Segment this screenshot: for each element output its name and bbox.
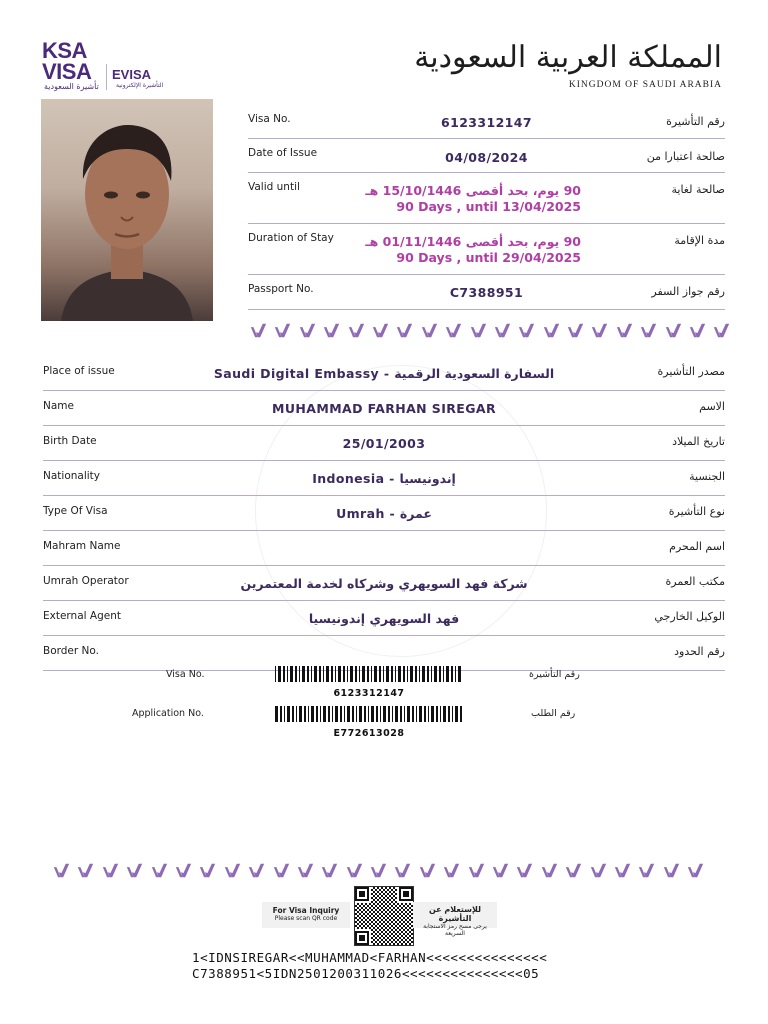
barcode-bar: [455, 666, 456, 682]
barcode-bar: [295, 666, 297, 682]
barcode-bar: [311, 666, 312, 682]
barcode-bar: [307, 666, 309, 682]
checkmark-icon: [516, 862, 533, 879]
checkmark-icon: [274, 322, 291, 339]
barcode-bar: [278, 666, 281, 682]
barcode-bar: [404, 706, 405, 722]
barcode-bar: [359, 706, 362, 722]
barcode-bar: [455, 706, 458, 722]
barcode-bar: [383, 706, 386, 722]
label-ar: رقم الحدود: [674, 645, 725, 658]
checkmark-icon: [663, 862, 680, 879]
barcode-bar: [460, 706, 462, 722]
label-en: Nationality: [43, 470, 101, 482]
checkmark-icon: [713, 322, 730, 339]
field-value: MUHAMMAD FARHAN SIREGAR: [272, 401, 496, 416]
barcode-bar: [391, 666, 393, 682]
label-ar: الجنسية: [689, 470, 725, 483]
visa-barcode: [275, 666, 463, 682]
barcode-bar: [352, 706, 354, 722]
barcode-bar: [343, 666, 345, 682]
field-value: 25/01/2003: [342, 436, 426, 451]
barcode-visa-label-en: Visa No.: [166, 669, 205, 680]
checkmark-icon: [102, 862, 119, 879]
checkmark-icon: [250, 322, 267, 339]
label-en: Duration of Stay: [248, 232, 334, 244]
barcode-bar: [407, 706, 410, 722]
label-en: Visa No.: [248, 113, 291, 125]
barcode-bar: [275, 706, 278, 722]
checkmark-icon: [443, 862, 460, 879]
checkmark-icon: [299, 322, 316, 339]
field-row: [43, 426, 725, 461]
label-en: Place of issue: [43, 365, 115, 377]
qr-code[interactable]: [354, 886, 414, 946]
barcode-bar: [458, 666, 461, 682]
barcode-bar: [395, 706, 398, 722]
barcode-bar: [364, 706, 366, 722]
checkmark-icon: [518, 322, 535, 339]
barcode-visa-label-ar: رقم التأشيرة: [529, 669, 580, 680]
checkmark-icon: [445, 322, 462, 339]
field-row: [43, 531, 725, 566]
barcode-bar: [446, 666, 449, 682]
barcode-bar: [344, 706, 345, 722]
barcode-bar: [443, 706, 446, 722]
barcode-app-number: E772613028: [333, 728, 405, 739]
barcode-bar: [290, 666, 293, 682]
label-en: Border No.: [43, 645, 99, 657]
checkmark-icon: [492, 862, 509, 879]
bottom-fields: [43, 356, 725, 671]
checkmark-icon: [419, 862, 436, 879]
barcode-bar: [439, 666, 441, 682]
checkmark-icon: [567, 322, 584, 339]
label-ar: الاسم: [699, 400, 725, 413]
field-duration-of-stay: [248, 224, 725, 275]
checkmark-icon: [53, 862, 70, 879]
inquiry-sub-ar: يرجى مسح رمز الاستجابة السريعة: [423, 923, 487, 937]
barcode-bar: [436, 706, 438, 722]
barcode-bar: [331, 666, 333, 682]
barcode-bar: [374, 666, 377, 682]
mrz-line-2: C7388951<5IDN2501200311026<<<<<<<<<<<<<<<05: [192, 966, 540, 981]
checkmark-icon: [348, 322, 365, 339]
barcode-bar: [380, 706, 381, 722]
label-en: Mahram Name: [43, 540, 121, 552]
checkmark-icon: [346, 862, 363, 879]
barcode-bar: [335, 706, 338, 722]
barcode-bar: [415, 666, 417, 682]
label-en: Umrah Operator: [43, 575, 129, 587]
checkmark-icon: [372, 322, 389, 339]
checkmark-icon: [614, 862, 631, 879]
barcode-bar: [400, 706, 402, 722]
barcode-bar: [308, 706, 309, 722]
field-row: [43, 601, 725, 636]
label-ar: الوكيل الخارجي: [654, 610, 725, 623]
inquiry-sub-en: Please scan QR code: [274, 915, 338, 922]
barcode-bar: [355, 666, 357, 682]
barcode-bar: [407, 666, 408, 682]
checkmark-icon: [199, 862, 216, 879]
barcode-bar: [296, 706, 297, 722]
barcode-bar: [431, 706, 434, 722]
kingdom-arabic-title: المملكة العربية السعودية: [414, 40, 722, 75]
checkmark-strip-top: [250, 322, 730, 339]
field-date-of-issue: [248, 139, 725, 173]
barcode-bar: [299, 666, 300, 682]
barcode-bar: [326, 666, 329, 682]
field-value: 6123312147: [441, 115, 532, 130]
barcode-bar: [440, 706, 441, 722]
label-en: Birth Date: [43, 435, 97, 447]
barcode-bar: [403, 666, 405, 682]
barcode-bar: [280, 706, 282, 722]
checkmark-icon: [665, 322, 682, 339]
barcode-bar: [335, 666, 336, 682]
barcode-bar: [395, 666, 396, 682]
valid-until-english: 90 Days , until 13/04/2025: [396, 199, 581, 214]
checkmark-icon: [470, 322, 487, 339]
checkmark-icon: [396, 322, 413, 339]
barcode-bar: [427, 666, 429, 682]
barcode-bar: [359, 666, 360, 682]
barcode-bar: [356, 706, 357, 722]
checkmark-strip-bottom: [53, 862, 704, 879]
label-ar: نوع التأشيرة: [668, 505, 725, 518]
barcode-bar: [452, 706, 453, 722]
barcode-bar: [347, 706, 350, 722]
barcode-bar: [299, 706, 302, 722]
barcode-bar: [311, 706, 314, 722]
ksa-logo-line2: VISA: [42, 59, 92, 84]
evisa-logo-arabic: التأشيرة الإلكترونية: [116, 82, 164, 89]
barcode-bar: [362, 666, 365, 682]
inquiry-box-ar: [413, 902, 497, 937]
barcode-bar: [443, 666, 444, 682]
barcode-bar: [451, 666, 453, 682]
inquiry-title-ar: للإستعلام عن التأشيرة: [428, 905, 482, 923]
barcode-bar: [304, 706, 306, 722]
barcode-bar: [350, 666, 353, 682]
checkmark-icon: [591, 322, 608, 339]
label-en: External Agent: [43, 610, 121, 622]
barcode-bar: [419, 666, 420, 682]
barcode-bar: [376, 706, 378, 722]
barcode-bar: [434, 666, 437, 682]
barcode-bar: [371, 706, 374, 722]
application-barcode: [275, 706, 463, 722]
label-ar: مكتب العمرة: [665, 575, 725, 588]
barcode-bar: [398, 666, 401, 682]
checkmark-icon: [151, 862, 168, 879]
checkmark-icon: [126, 862, 143, 879]
label-en: Type Of Visa: [43, 505, 108, 517]
label-en: Passport No.: [248, 283, 314, 295]
checkmark-icon: [689, 322, 706, 339]
barcode-bar: [416, 706, 417, 722]
barcode-bar: [371, 666, 372, 682]
field-visa-no: [248, 105, 725, 139]
label-en: Valid until: [248, 181, 300, 193]
barcode-bar: [386, 666, 389, 682]
checkmark-icon: [590, 862, 607, 879]
barcode-bar: [323, 706, 326, 722]
barcode-bar: [314, 666, 317, 682]
checkmark-icon: [370, 862, 387, 879]
holder-photo: [41, 99, 213, 321]
barcode-bar: [319, 666, 321, 682]
barcode-bar: [275, 666, 276, 682]
barcode-bar: [448, 706, 450, 722]
checkmark-icon: [175, 862, 192, 879]
checkmark-icon: [494, 322, 511, 339]
label-en: Date of Issue: [248, 147, 318, 159]
field-row: [43, 461, 725, 496]
field-value: شركة فهد السويهري وشركاه لخدمة المعتمرين: [240, 576, 528, 591]
field-row: [43, 356, 725, 391]
checkmark-icon: [640, 322, 657, 339]
checkmark-icon: [616, 322, 633, 339]
barcode-visa-number: 6123312147: [333, 688, 405, 699]
checkmark-icon: [321, 862, 338, 879]
barcode-bar: [332, 706, 333, 722]
barcode-bar: [368, 706, 369, 722]
label-ar: صالحة لغاية: [671, 183, 725, 196]
valid-until-arabic: 90 يوم، بحد أقصى 15/10/1446 هـ: [365, 183, 581, 198]
barcode-app-label-ar: رقم الطلب: [531, 708, 576, 719]
barcode-bar: [379, 666, 381, 682]
barcode-bar: [284, 706, 285, 722]
checkmark-icon: [543, 322, 560, 339]
label-ar: صالحة اعتبارا من: [646, 150, 725, 163]
label-ar: مدة الإقامة: [674, 234, 725, 247]
barcode-bar: [422, 666, 425, 682]
checkmark-icon: [224, 862, 241, 879]
field-value: Saudi Digital Embassy - السفارة السعودية الرقمية: [213, 366, 555, 381]
barcode-bar: [328, 706, 330, 722]
mrz-line-1: 1<IDNSIREGAR<<MUHAMMAD<FARHAN<<<<<<<<<<<<<<<: [192, 950, 548, 965]
barcode-bar: [412, 706, 414, 722]
kingdom-english-title: KINGDOM OF SAUDI ARABIA: [568, 80, 722, 90]
field-value: فهد السويهري إندونيسيا: [308, 611, 460, 626]
barcode-bar: [428, 706, 429, 722]
checkmark-icon: [421, 322, 438, 339]
field-passport-no: [248, 275, 725, 310]
barcode-bar: [323, 666, 324, 682]
inquiry-title-en: For Visa Inquiry: [272, 906, 340, 915]
duration-english: 90 Days , until 29/04/2025: [396, 250, 581, 265]
barcode-bar: [316, 706, 318, 722]
barcode-bar: [388, 706, 390, 722]
inquiry-box-en: [262, 902, 350, 928]
checkmark-icon: [638, 862, 655, 879]
checkmark-icon: [248, 862, 265, 879]
checkmark-icon: [394, 862, 411, 879]
checkmark-icon: [541, 862, 558, 879]
field-value: Umrah - عمرة: [336, 506, 432, 521]
barcode-bar: [383, 666, 384, 682]
label-ar: مصدر التأشيرة: [657, 365, 725, 378]
logo-separator: [106, 64, 107, 90]
ksa-logo-arabic: تأشيرة السعودية: [44, 82, 99, 91]
barcode-bar: [283, 666, 285, 682]
label-en: Name: [43, 400, 74, 412]
barcode-bar: [367, 666, 369, 682]
checkmark-icon: [687, 862, 704, 879]
field-value: 04/08/2024: [445, 150, 528, 165]
checkmark-icon: [273, 862, 290, 879]
label-ar: تاريخ الميلاد: [672, 435, 725, 448]
barcode-app-label-en: Application No.: [132, 708, 204, 719]
field-value: Indonesia - إندونيسيا: [312, 471, 456, 486]
barcode-bar: [392, 706, 393, 722]
barcode-bar: [287, 666, 288, 682]
checkmark-icon: [468, 862, 485, 879]
barcode-bar: [320, 706, 321, 722]
barcode-bar: [302, 666, 305, 682]
barcode-bar: [347, 666, 348, 682]
checkmark-icon: [323, 322, 340, 339]
label-ar: رقم جواز السفر: [651, 285, 725, 298]
barcode-bar: [424, 706, 426, 722]
field-row: [43, 391, 725, 426]
checkmark-icon: [77, 862, 94, 879]
label-ar: اسم المحرم: [669, 540, 725, 553]
barcode-bar: [340, 706, 342, 722]
field-valid-until: [248, 173, 725, 224]
checkmark-icon: [565, 862, 582, 879]
barcode-bar: [431, 666, 432, 682]
duration-arabic: 90 يوم، بحد أقصى 01/11/1446 هـ: [365, 234, 581, 249]
barcode-bar: [419, 706, 422, 722]
field-value: C7388951: [449, 285, 524, 300]
top-fields: [248, 105, 725, 310]
barcode-bar: [338, 666, 341, 682]
barcode-bar: [410, 666, 413, 682]
ksa-visa-logo: [42, 40, 91, 82]
field-row: [43, 496, 725, 531]
checkmark-icon: [297, 862, 314, 879]
barcode-bar: [287, 706, 290, 722]
ksa-logo-line1: KSA: [42, 38, 87, 63]
label-ar: رقم التأشيرة: [666, 115, 725, 128]
evisa-logo: EVISA: [112, 67, 152, 82]
field-row: [43, 566, 725, 601]
barcode-bar: [292, 706, 294, 722]
